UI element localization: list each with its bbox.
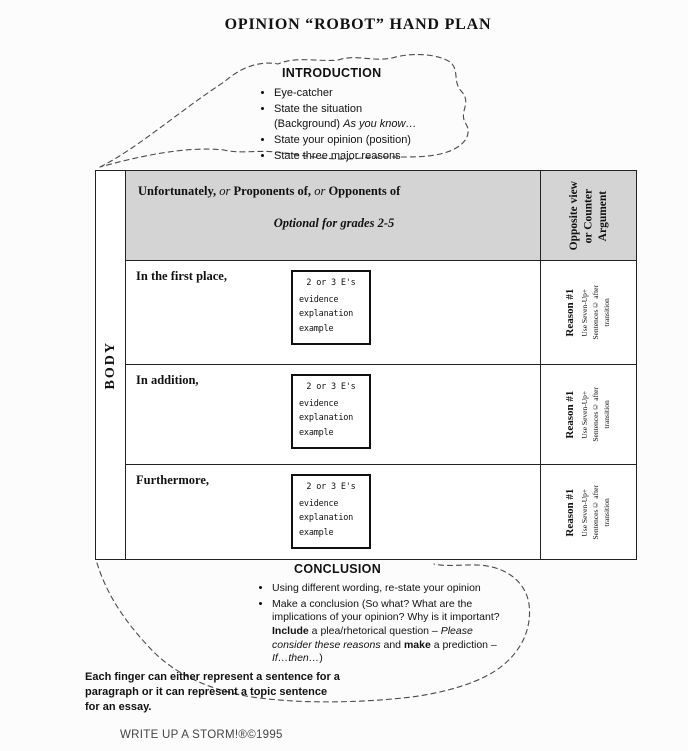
conclusion-heading: CONCLUSION — [294, 562, 382, 576]
reason-sub-note: Use Seven-Up+ Sentences© after transition — [580, 285, 611, 340]
reason-label: Reason #1 Use Seven-Up+ Sentences© after transition — [564, 285, 611, 340]
introduction-section — [252, 66, 480, 165]
opposite-view-header-cell — [540, 171, 636, 261]
evidence-box-title: 2 or 3 E's — [306, 482, 356, 492]
page-title: OPINION “ROBOT” HAND PLAN — [224, 16, 492, 33]
row-1-reason-cell — [540, 261, 636, 365]
header-option-1: Unfortunately, — [138, 184, 217, 198]
transition-label: Furthermore, — [136, 473, 210, 487]
body-column — [96, 171, 126, 559]
intro-bullet-situation: • State the situation (Background) As you know… — [274, 102, 480, 131]
conclusion-bullet-make-conclusion: • Make a conclusion (So what? What are the implications of your opinion? Why is it important? Include a plea/rhetorical question – Please consider these reasons and make a prediction – If…then…) — [272, 598, 512, 666]
header-grade-note: Optional for grades 2-5 — [273, 216, 395, 230]
conclusion-section — [250, 562, 528, 668]
evidence-box — [291, 474, 371, 549]
row-2-reason-cell — [540, 365, 636, 465]
finger-explanation-note: Each finger can either represent a sentence for a paragraph or it can represent a topic sentence for an essay. — [85, 671, 340, 713]
reason-sub-note: Use Seven-Up+ Sentences© after transition — [580, 387, 611, 442]
introduction-heading: INTRODUCTION — [282, 66, 382, 80]
evidence-box-line: explanation — [299, 413, 354, 424]
evidence-box-line: explanation — [299, 513, 354, 524]
conclusion-bullet-restate: • Using different wording, re-state your opinion — [272, 582, 512, 596]
evidence-box-title: 2 or 3 E's — [306, 278, 356, 288]
intro-bullet-opinion: • State your opinion (position) — [274, 133, 480, 147]
intro-bullet-reasons: • State three major reasons — [274, 149, 480, 163]
row-3-reason-cell — [540, 465, 636, 559]
evidence-box-line: example — [299, 527, 334, 538]
transition-label: In addition, — [136, 373, 199, 387]
body-label: BODY — [102, 340, 118, 390]
evidence-box-line: evidence — [299, 295, 339, 305]
header-option-3: Opponents of — [328, 184, 401, 198]
header-option-2: Proponents of, — [233, 184, 312, 198]
transition-label: In the first place, — [136, 269, 227, 283]
evidence-box-line: explanation — [299, 309, 354, 320]
copyright-credit: WRITE UP A STORM!®©1995 — [120, 729, 283, 741]
reason-label: Reason #1 Use Seven-Up+ Sentences© after transition — [564, 387, 611, 442]
evidence-box-line: evidence — [299, 499, 339, 509]
introduction-bullet-list — [252, 86, 480, 163]
header-transition-options — [138, 184, 530, 199]
row-3-cell — [126, 465, 540, 559]
row-1-cell — [126, 261, 540, 365]
reason-sub-note: Use Seven-Up+ Sentences© after transition — [580, 484, 611, 540]
header-or-2: or — [311, 184, 329, 198]
row-2-cell — [126, 365, 540, 465]
opposite-view-label: Opposite view or Counter Argument — [567, 180, 609, 251]
evidence-box-line: evidence — [299, 399, 339, 409]
intro-bullet-eye-catcher: • Eye-catcher — [274, 86, 480, 100]
evidence-box-line: example — [299, 323, 334, 334]
evidence-box — [291, 374, 371, 449]
header-cell — [126, 171, 540, 261]
evidence-box-line: example — [299, 427, 334, 438]
conclusion-bullet-list — [250, 582, 512, 666]
body-plan-table — [95, 170, 637, 560]
evidence-box — [291, 270, 371, 345]
evidence-box-title: 2 or 3 E's — [306, 382, 356, 392]
reason-label: Reason #1 Use Seven-Up+ Sentences© after transition — [564, 484, 611, 540]
header-or-1: or — [216, 184, 234, 198]
